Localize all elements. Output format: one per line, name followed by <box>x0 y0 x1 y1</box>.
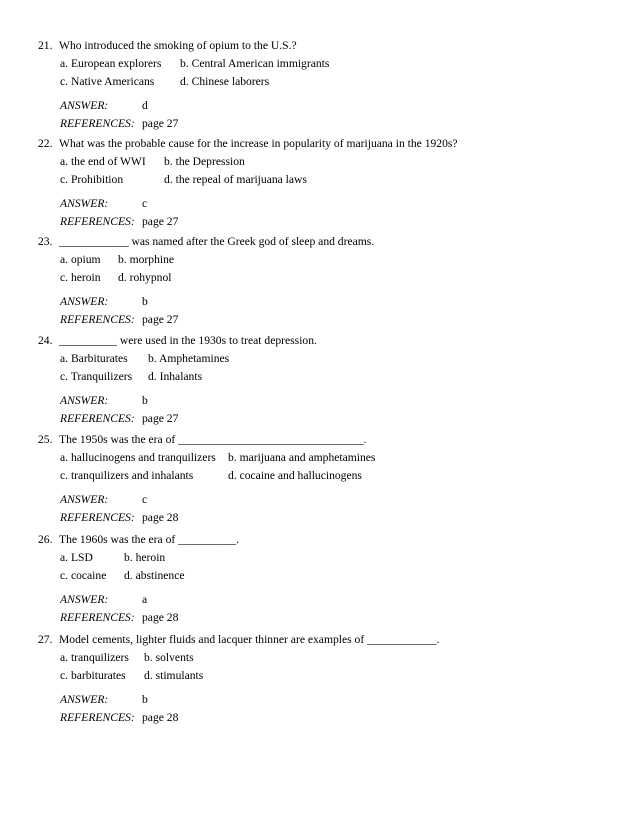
option-b: b. Amphetamines <box>148 352 230 365</box>
option-c: c. Native Americans <box>60 75 155 88</box>
references-label: REFERENCES: <box>60 215 135 228</box>
option-c: c. Prohibition <box>60 173 124 186</box>
option-b: b. the Depression <box>164 155 245 168</box>
option-c: c. heroin <box>60 271 101 284</box>
option-c: c. tranquilizers and inhalants <box>60 469 194 482</box>
question-23 <box>38 233 618 329</box>
question-number: 23. <box>38 235 53 248</box>
option-d: d. Inhalants <box>148 370 203 383</box>
question-27 <box>38 631 618 727</box>
question-number: 26. <box>38 533 53 546</box>
question-number: 21. <box>38 39 53 52</box>
question-24 <box>38 332 618 428</box>
option-a: a. hallucinogens and tranquilizers <box>60 451 216 464</box>
question-stem: ____________ was named after the Greek god of sleep and dreams. <box>59 235 375 248</box>
question-25 <box>38 431 618 527</box>
answer-value: b <box>142 295 148 308</box>
question-number: 27. <box>38 633 53 646</box>
question-21 <box>38 37 618 133</box>
option-d: d. Chinese laborers <box>180 75 270 88</box>
option-a: a. tranquilizers <box>60 651 129 664</box>
references-value: page 27 <box>142 117 179 130</box>
answer-label: ANSWER: <box>60 197 109 210</box>
answer-label: ANSWER: <box>60 295 109 308</box>
references-value: page 28 <box>142 611 179 624</box>
question-number: 22. <box>38 137 53 150</box>
option-a: a. LSD <box>60 551 93 564</box>
question-stem: The 1960s was the era of __________. <box>59 533 239 546</box>
option-b: b. morphine <box>118 253 175 266</box>
references-label: REFERENCES: <box>60 611 135 624</box>
question-stem: What was the probable cause for the increase in popularity of marijuana in the 1920s? <box>59 137 458 150</box>
question-22 <box>38 135 618 231</box>
option-a: a. opium <box>60 253 101 266</box>
option-d: d. rohypnol <box>118 271 172 284</box>
answer-label: ANSWER: <box>60 394 109 407</box>
option-a: a. Barbiturates <box>60 352 128 365</box>
option-a: a. European explorers <box>60 57 162 70</box>
option-b: b. heroin <box>124 551 166 564</box>
references-label: REFERENCES: <box>60 117 135 130</box>
answer-value: d <box>142 99 148 112</box>
answer-value: b <box>142 394 148 407</box>
option-c: c. Tranquilizers <box>60 370 133 383</box>
question-stem: Model cements, lighter fluids and lacquer thinner are examples of ____________. <box>59 633 440 646</box>
option-b: b. marijuana and amphetamines <box>228 451 376 464</box>
references-label: REFERENCES: <box>60 511 135 524</box>
references-value: page 28 <box>142 711 179 724</box>
option-d: d. cocaine and hallucinogens <box>228 469 362 482</box>
option-d: d. stimulants <box>144 669 204 682</box>
option-c: c. barbiturates <box>60 669 126 682</box>
answer-value: a <box>142 593 148 606</box>
answer-value: b <box>142 693 148 706</box>
option-a: a. the end of WWI <box>60 155 146 168</box>
option-b: b. solvents <box>144 651 194 664</box>
references-label: REFERENCES: <box>60 412 135 425</box>
answer-label: ANSWER: <box>60 493 109 506</box>
option-d: d. abstinence <box>124 569 185 582</box>
option-d: d. the repeal of marijuana laws <box>164 173 307 186</box>
question-stem: Who introduced the smoking of opium to the U.S.? <box>59 39 297 52</box>
answer-value: c <box>142 493 148 506</box>
references-value: page 27 <box>142 313 179 326</box>
question-stem: The 1950s was the era of ________________________________. <box>59 433 367 446</box>
question-26 <box>38 531 618 627</box>
answer-label: ANSWER: <box>60 99 109 112</box>
references-label: REFERENCES: <box>60 711 135 724</box>
option-b: b. Central American immigrants <box>180 57 330 70</box>
references-value: page 27 <box>142 412 179 425</box>
answer-label: ANSWER: <box>60 693 109 706</box>
option-c: c. cocaine <box>60 569 107 582</box>
question-stem: __________ were used in the 1930s to treat depression. <box>59 334 317 347</box>
question-number: 25. <box>38 433 53 446</box>
references-label: REFERENCES: <box>60 313 135 326</box>
answer-label: ANSWER: <box>60 593 109 606</box>
question-number: 24. <box>38 334 53 347</box>
answer-value: c <box>142 197 148 210</box>
references-value: page 28 <box>142 511 179 524</box>
references-value: page 27 <box>142 215 179 228</box>
